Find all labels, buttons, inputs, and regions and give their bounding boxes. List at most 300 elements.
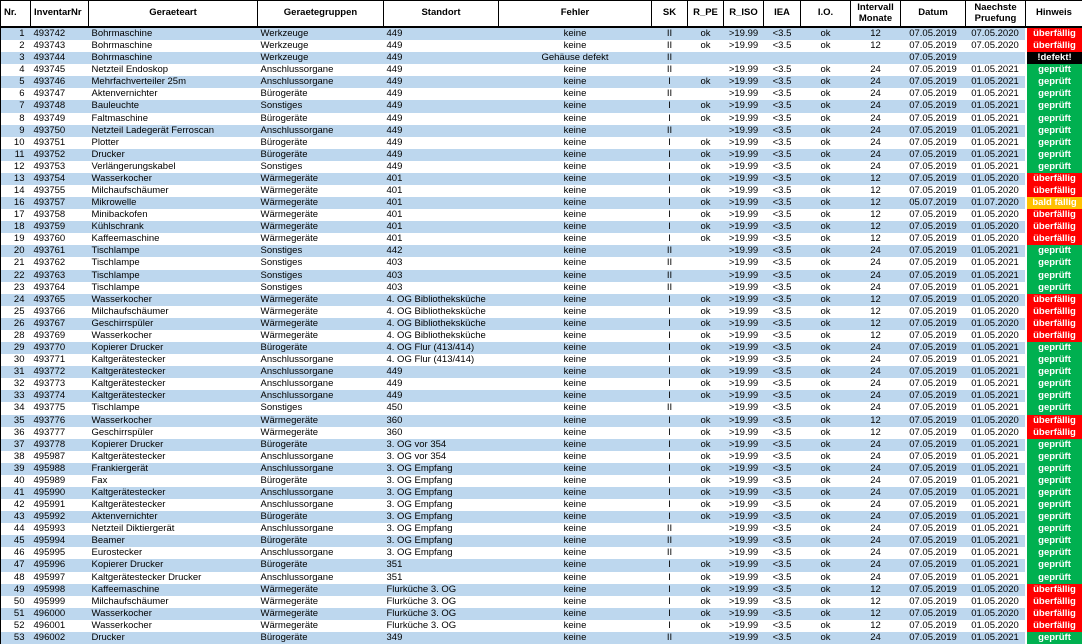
cell-art[interactable]: Drucker bbox=[89, 149, 258, 161]
cell-naechste[interactable]: 07.05.2020 bbox=[966, 27, 1026, 40]
cell-iea[interactable]: <3.5 bbox=[772, 523, 792, 535]
cell-gruppe[interactable]: Wärmegeräte bbox=[260, 233, 319, 245]
cell-io[interactable]: ok bbox=[820, 619, 831, 631]
cell-hinweis[interactable]: geprüft bbox=[1026, 76, 1082, 88]
cell-iea[interactable]: <3.5 bbox=[764, 439, 801, 451]
cell-riso[interactable]: >19.99 bbox=[728, 354, 759, 366]
cell-art[interactable]: Tischlampe bbox=[89, 270, 258, 282]
cell-iea[interactable]: <3.5 bbox=[772, 40, 792, 52]
cell-naechste[interactable]: 01.05.2020 bbox=[966, 221, 1026, 233]
cell-inventar[interactable]: 493764 bbox=[33, 281, 66, 293]
cell-datum[interactable]: 07.05.2019 bbox=[901, 52, 966, 64]
cell-iea[interactable]: <3.5 bbox=[772, 595, 792, 607]
cell-naechste[interactable]: 01.05.2021 bbox=[966, 559, 1026, 571]
cell-datum[interactable]: 07.05.2019 bbox=[901, 76, 966, 88]
cell-intervall[interactable]: 24 bbox=[851, 245, 901, 257]
cell-inventar[interactable]: 493763 bbox=[31, 270, 89, 282]
cell-nr[interactable]: 7 bbox=[1, 100, 31, 112]
cell-io[interactable]: ok bbox=[801, 632, 851, 644]
cell-riso[interactable]: >19.99 bbox=[728, 88, 759, 100]
cell-hinweis[interactable]: geprüft bbox=[1026, 378, 1082, 390]
cell-naechste[interactable]: 01.05.2021 bbox=[966, 511, 1026, 523]
cell-datum[interactable]: 07.05.2019 bbox=[909, 64, 957, 76]
cell-gruppe[interactable]: Anschlussorgane bbox=[260, 354, 334, 366]
cell-sk[interactable]: I bbox=[668, 619, 671, 631]
cell-art[interactable]: Minibackofen bbox=[91, 209, 148, 221]
cell-rpe[interactable]: ok bbox=[700, 595, 711, 607]
cell-fehler[interactable]: keine bbox=[563, 571, 587, 583]
cell-naechste[interactable]: 01.05.2021 bbox=[966, 632, 1026, 644]
cell-io[interactable]: ok bbox=[820, 450, 831, 462]
cell-standort[interactable]: 449 bbox=[384, 76, 499, 88]
cell-intervall[interactable]: 24 bbox=[851, 511, 901, 523]
cell-sk[interactable]: I bbox=[652, 511, 688, 523]
cell-rpe[interactable]: ok bbox=[700, 40, 711, 52]
cell-iea[interactable]: <3.5 bbox=[764, 632, 801, 644]
cell-io[interactable]: ok bbox=[820, 571, 831, 583]
cell-rpe[interactable]: ok bbox=[700, 354, 711, 366]
cell-rpe[interactable]: ok bbox=[700, 209, 711, 221]
cell-fehler[interactable]: keine bbox=[499, 294, 652, 306]
cell-iea[interactable]: <3.5 bbox=[764, 76, 801, 88]
cell-sk[interactable]: I bbox=[668, 499, 671, 511]
cell-iea[interactable]: <3.5 bbox=[772, 547, 792, 559]
cell-intervall[interactable]: 12 bbox=[870, 329, 881, 341]
cell-inventar[interactable]: 493777 bbox=[33, 426, 66, 438]
cell-iea[interactable]: <3.5 bbox=[772, 571, 792, 583]
cell-fehler[interactable]: keine bbox=[563, 257, 587, 269]
cell-hinweis[interactable]: überfällig bbox=[1026, 185, 1082, 197]
cell-rpe[interactable]: ok bbox=[688, 342, 724, 354]
cell-intervall[interactable]: 24 bbox=[870, 402, 881, 414]
cell-riso[interactable]: >19.99 bbox=[728, 136, 759, 148]
cell-gruppe[interactable]: Anschlussorgane bbox=[260, 547, 334, 559]
cell-riso[interactable] bbox=[724, 52, 764, 64]
cell-intervall[interactable]: 24 bbox=[851, 463, 901, 475]
cell-io[interactable]: ok bbox=[820, 209, 831, 221]
cell-iea[interactable]: <3.5 bbox=[764, 535, 801, 547]
cell-standort[interactable]: 4. OG Bibliotheksküche bbox=[384, 294, 499, 306]
cell-intervall[interactable]: 24 bbox=[851, 632, 901, 644]
cell-art[interactable]: Milchaufschäumer bbox=[91, 595, 169, 607]
cell-datum[interactable]: 07.05.2019 bbox=[909, 378, 957, 390]
cell-standort[interactable]: 449 bbox=[384, 52, 499, 64]
cell-hinweis[interactable]: geprüft bbox=[1026, 113, 1082, 125]
cell-fehler[interactable]: keine bbox=[563, 112, 587, 124]
cell-gruppe[interactable]: Wärmegeräte bbox=[260, 619, 319, 631]
cell-standort[interactable]: 401 bbox=[386, 209, 403, 221]
cell-riso[interactable]: >19.99 bbox=[728, 450, 759, 462]
cell-gruppe[interactable]: Wärmegeräte bbox=[260, 209, 319, 221]
cell-sk[interactable]: I bbox=[668, 112, 671, 124]
cell-gruppe[interactable]: Wärmegeräte bbox=[260, 305, 319, 317]
cell-naechste[interactable]: 01.05.2021 bbox=[966, 270, 1026, 282]
cell-datum[interactable]: 05.07.2019 bbox=[901, 197, 966, 209]
cell-fehler[interactable]: keine bbox=[499, 318, 652, 330]
cell-hinweis[interactable]: geprüft bbox=[1026, 161, 1082, 173]
cell-art[interactable]: Netzteil Endoskop bbox=[91, 64, 169, 76]
cell-naechste[interactable]: 01.05.2020 bbox=[966, 415, 1026, 427]
cell-iea[interactable]: <3.5 bbox=[772, 64, 792, 76]
cell-intervall[interactable]: 24 bbox=[851, 439, 901, 451]
cell-riso[interactable]: >19.99 bbox=[724, 342, 764, 354]
cell-riso[interactable]: >19.99 bbox=[724, 632, 764, 644]
cell-nr[interactable]: 29 bbox=[1, 342, 31, 354]
cell-datum[interactable]: 07.05.2019 bbox=[909, 281, 957, 293]
cell-fehler[interactable]: keine bbox=[563, 136, 587, 148]
cell-intervall[interactable]: 24 bbox=[851, 342, 901, 354]
cell-sk[interactable]: I bbox=[668, 136, 671, 148]
cell-inventar[interactable]: 493770 bbox=[31, 342, 89, 354]
cell-standort[interactable]: 403 bbox=[384, 270, 499, 282]
cell-art[interactable]: Kaltgerätestecker bbox=[89, 366, 258, 378]
cell-naechste[interactable]: 07.05.2020 bbox=[971, 40, 1019, 52]
cell-standort[interactable]: 4. OG Bibliotheksküche bbox=[386, 329, 486, 341]
cell-hinweis[interactable]: geprüft bbox=[1026, 547, 1082, 559]
cell-inventar[interactable]: 493776 bbox=[31, 415, 89, 427]
cell-intervall[interactable]: 24 bbox=[870, 136, 881, 148]
cell-naechste[interactable] bbox=[966, 52, 1026, 64]
cell-gruppe[interactable]: Anschlussorgane bbox=[260, 64, 334, 76]
cell-nr[interactable]: 1 bbox=[1, 27, 31, 40]
cell-gruppe[interactable]: Bürogeräte bbox=[258, 439, 384, 451]
cell-datum[interactable]: 07.05.2019 bbox=[901, 270, 966, 282]
cell-fehler[interactable]: keine bbox=[499, 559, 652, 571]
cell-intervall[interactable]: 24 bbox=[870, 378, 881, 390]
cell-gruppe[interactable]: Bürogeräte bbox=[260, 136, 308, 148]
cell-sk[interactable]: I bbox=[652, 318, 688, 330]
cell-iea[interactable]: <3.5 bbox=[772, 88, 792, 100]
cell-hinweis[interactable]: geprüft bbox=[1026, 149, 1082, 161]
cell-naechste[interactable]: 01.05.2021 bbox=[966, 366, 1026, 378]
cell-io[interactable] bbox=[801, 52, 851, 64]
cell-fehler[interactable]: keine bbox=[499, 221, 652, 233]
cell-art[interactable]: Milchaufschäumer bbox=[91, 185, 169, 197]
cell-intervall[interactable]: 24 bbox=[851, 270, 901, 282]
cell-nr[interactable]: 36 bbox=[13, 426, 25, 438]
cell-hinweis[interactable]: geprüft bbox=[1026, 559, 1082, 571]
cell-art[interactable]: Beamer bbox=[89, 535, 258, 547]
cell-inventar[interactable]: 495987 bbox=[33, 450, 66, 462]
cell-art[interactable]: Faltmaschine bbox=[91, 112, 148, 124]
cell-datum[interactable]: 07.05.2019 bbox=[901, 173, 966, 185]
cell-nr[interactable]: 13 bbox=[1, 173, 31, 185]
cell-nr[interactable]: 10 bbox=[13, 136, 25, 148]
cell-inventar[interactable]: 495996 bbox=[31, 559, 89, 571]
cell-art[interactable]: Kühlschrank bbox=[89, 221, 258, 233]
cell-rpe[interactable]: ok bbox=[700, 329, 711, 341]
cell-hinweis[interactable]: überfällig bbox=[1026, 427, 1082, 439]
column-header-intervall[interactable]: Intervall Monate bbox=[851, 1, 901, 28]
cell-rpe[interactable] bbox=[688, 270, 724, 282]
cell-hinweis[interactable]: geprüft bbox=[1026, 88, 1082, 100]
cell-standort[interactable]: 449 bbox=[386, 378, 403, 390]
cell-naechste[interactable]: 01.05.2021 bbox=[971, 160, 1019, 172]
cell-sk[interactable]: I bbox=[652, 342, 688, 354]
cell-nr[interactable]: 4 bbox=[19, 64, 25, 76]
cell-iea[interactable]: <3.5 bbox=[764, 173, 801, 185]
cell-iea[interactable]: <3.5 bbox=[764, 608, 801, 620]
cell-inventar[interactable]: 495993 bbox=[33, 523, 66, 535]
cell-iea[interactable]: <3.5 bbox=[764, 197, 801, 209]
cell-sk[interactable]: I bbox=[652, 366, 688, 378]
cell-iea[interactable]: <3.5 bbox=[772, 329, 792, 341]
cell-art[interactable]: Geschirrspüler bbox=[91, 426, 154, 438]
cell-intervall[interactable]: 12 bbox=[870, 185, 881, 197]
cell-fehler[interactable]: keine bbox=[499, 342, 652, 354]
cell-iea[interactable]: <3.5 bbox=[764, 463, 801, 475]
cell-standort[interactable]: 360 bbox=[384, 415, 499, 427]
cell-sk[interactable]: II bbox=[666, 547, 673, 559]
cell-art[interactable]: Tischlampe bbox=[91, 257, 140, 269]
cell-intervall[interactable]: 24 bbox=[870, 571, 881, 583]
cell-nr[interactable]: 46 bbox=[13, 547, 25, 559]
cell-nr[interactable]: 22 bbox=[1, 270, 31, 282]
cell-inventar[interactable]: 493759 bbox=[31, 221, 89, 233]
cell-rpe[interactable]: ok bbox=[688, 463, 724, 475]
cell-nr[interactable]: 50 bbox=[13, 595, 25, 607]
cell-naechste[interactable]: 01.05.2021 bbox=[966, 342, 1026, 354]
cell-nr[interactable]: 9 bbox=[1, 125, 31, 137]
cell-standort[interactable]: 3. OG Empfang bbox=[386, 523, 453, 535]
cell-fehler[interactable]: keine bbox=[499, 487, 652, 499]
cell-hinweis[interactable]: überfällig bbox=[1026, 415, 1082, 427]
cell-nr[interactable]: 41 bbox=[1, 487, 31, 499]
column-header-rpe[interactable]: R_PE bbox=[688, 1, 724, 28]
cell-intervall[interactable]: 24 bbox=[851, 125, 901, 137]
cell-nr[interactable]: 30 bbox=[13, 354, 25, 366]
cell-rpe[interactable]: ok bbox=[688, 559, 724, 571]
cell-datum[interactable]: 07.05.2019 bbox=[909, 160, 957, 172]
cell-art[interactable]: Wasserkocher bbox=[89, 608, 258, 620]
cell-io[interactable]: ok bbox=[801, 27, 851, 40]
cell-datum[interactable]: 07.05.2019 bbox=[901, 463, 966, 475]
cell-datum[interactable]: 07.05.2019 bbox=[901, 100, 966, 112]
cell-naechste[interactable]: 01.05.2020 bbox=[971, 329, 1019, 341]
cell-datum[interactable]: 07.05.2019 bbox=[909, 257, 957, 269]
cell-naechste[interactable]: 01.05.2020 bbox=[971, 426, 1019, 438]
cell-rpe[interactable]: ok bbox=[700, 112, 711, 124]
cell-datum[interactable]: 07.05.2019 bbox=[909, 305, 957, 317]
cell-fehler[interactable]: keine bbox=[563, 402, 587, 414]
cell-standort[interactable]: 401 bbox=[386, 233, 403, 245]
cell-art[interactable]: Kaffeemaschine bbox=[91, 233, 160, 245]
cell-gruppe[interactable]: Wärmegeräte bbox=[258, 415, 384, 427]
cell-standort[interactable]: 401 bbox=[386, 185, 403, 197]
cell-sk[interactable]: I bbox=[668, 426, 671, 438]
column-header-nr[interactable]: Nr. bbox=[1, 1, 31, 28]
cell-inventar[interactable]: 493748 bbox=[31, 100, 89, 112]
cell-intervall[interactable]: 24 bbox=[870, 160, 881, 172]
cell-io[interactable]: ok bbox=[820, 523, 831, 535]
cell-io[interactable]: ok bbox=[801, 390, 851, 402]
cell-io[interactable]: ok bbox=[801, 270, 851, 282]
cell-hinweis[interactable]: überfällig bbox=[1026, 221, 1082, 233]
cell-datum[interactable]: 07.05.2019 bbox=[909, 426, 957, 438]
cell-iea[interactable]: <3.5 bbox=[764, 366, 801, 378]
cell-riso[interactable]: >19.99 bbox=[728, 233, 759, 245]
cell-intervall[interactable]: 24 bbox=[851, 559, 901, 571]
cell-nr[interactable]: 47 bbox=[1, 559, 31, 571]
cell-riso[interactable]: >19.99 bbox=[724, 270, 764, 282]
cell-standort[interactable]: 449 bbox=[386, 88, 403, 100]
cell-fehler[interactable]: keine bbox=[563, 450, 587, 462]
cell-inventar[interactable]: 493769 bbox=[33, 329, 66, 341]
cell-hinweis[interactable]: geprüft bbox=[1026, 487, 1082, 499]
cell-nr[interactable]: 53 bbox=[1, 632, 31, 644]
cell-hinweis[interactable]: geprüft bbox=[1026, 282, 1082, 294]
cell-gruppe[interactable]: Bürogeräte bbox=[260, 474, 308, 486]
cell-naechste[interactable]: 01.05.2021 bbox=[966, 439, 1026, 451]
cell-rpe[interactable]: ok bbox=[688, 366, 724, 378]
cell-riso[interactable]: >19.99 bbox=[728, 281, 759, 293]
cell-datum[interactable]: 07.05.2019 bbox=[901, 584, 966, 596]
cell-nr[interactable]: 5 bbox=[1, 76, 31, 88]
cell-standort[interactable]: 449 bbox=[384, 100, 499, 112]
cell-naechste[interactable]: 01.05.2020 bbox=[971, 305, 1019, 317]
cell-gruppe[interactable]: Wärmegeräte bbox=[258, 608, 384, 620]
cell-riso[interactable]: >19.99 bbox=[724, 511, 764, 523]
cell-gruppe[interactable]: Bürogeräte bbox=[258, 511, 384, 523]
cell-rpe[interactable]: ok bbox=[688, 415, 724, 427]
cell-sk[interactable]: I bbox=[652, 390, 688, 402]
cell-inventar[interactable]: 493754 bbox=[31, 173, 89, 185]
cell-art[interactable]: Wasserkocher bbox=[91, 619, 152, 631]
cell-naechste[interactable]: 01.05.2021 bbox=[966, 100, 1026, 112]
cell-naechste[interactable]: 01.05.2021 bbox=[971, 281, 1019, 293]
cell-gruppe[interactable]: Bürogeräte bbox=[260, 88, 308, 100]
cell-datum[interactable]: 07.05.2019 bbox=[909, 112, 957, 124]
cell-nr[interactable]: 23 bbox=[13, 281, 25, 293]
cell-rpe[interactable] bbox=[688, 523, 724, 535]
cell-intervall[interactable]: 24 bbox=[870, 88, 881, 100]
cell-datum[interactable]: 07.05.2019 bbox=[901, 318, 966, 330]
cell-hinweis[interactable]: überfällig bbox=[1026, 596, 1082, 608]
cell-inventar[interactable]: 495991 bbox=[33, 499, 66, 511]
cell-naechste[interactable]: 01.05.2020 bbox=[966, 608, 1026, 620]
cell-sk[interactable]: II bbox=[666, 281, 673, 293]
cell-hinweis[interactable]: geprüft bbox=[1026, 245, 1082, 257]
cell-standort[interactable]: 3. OG Empfang bbox=[386, 547, 453, 559]
cell-io[interactable]: ok bbox=[801, 100, 851, 112]
cell-nr[interactable]: 35 bbox=[1, 415, 31, 427]
cell-hinweis[interactable]: geprüft bbox=[1026, 354, 1082, 366]
cell-rpe[interactable] bbox=[688, 547, 724, 559]
cell-hinweis[interactable]: überfällig bbox=[1026, 318, 1082, 330]
cell-rpe[interactable] bbox=[688, 64, 724, 76]
cell-standort[interactable]: 449 bbox=[384, 125, 499, 137]
cell-gruppe[interactable]: Sonstiges bbox=[258, 270, 384, 282]
cell-io[interactable]: ok bbox=[801, 608, 851, 620]
cell-standort[interactable]: 351 bbox=[384, 559, 499, 571]
cell-datum[interactable]: 07.05.2019 bbox=[901, 366, 966, 378]
cell-inventar[interactable]: 495994 bbox=[31, 535, 89, 547]
cell-inventar[interactable]: 495995 bbox=[33, 547, 66, 559]
cell-standort[interactable]: 401 bbox=[384, 197, 499, 209]
cell-io[interactable]: ok bbox=[820, 354, 831, 366]
cell-gruppe[interactable]: Anschlussorgane bbox=[258, 125, 384, 137]
cell-intervall[interactable] bbox=[851, 52, 901, 64]
cell-naechste[interactable]: 01.05.2021 bbox=[971, 523, 1019, 535]
column-header-iea[interactable]: IEA bbox=[764, 1, 801, 28]
cell-intervall[interactable]: 12 bbox=[851, 27, 901, 40]
cell-hinweis[interactable]: geprüft bbox=[1026, 366, 1082, 378]
cell-art[interactable]: Kopierer Drucker bbox=[89, 559, 258, 571]
cell-fehler[interactable]: keine bbox=[563, 619, 587, 631]
cell-io[interactable]: ok bbox=[820, 547, 831, 559]
cell-nr[interactable]: 25 bbox=[13, 305, 25, 317]
cell-standort[interactable]: 3. OG vor 354 bbox=[384, 439, 499, 451]
cell-intervall[interactable]: 12 bbox=[870, 426, 881, 438]
cell-standort[interactable]: 449 bbox=[386, 112, 403, 124]
cell-fehler[interactable]: keine bbox=[563, 523, 587, 535]
cell-rpe[interactable] bbox=[688, 632, 724, 644]
cell-sk[interactable]: I bbox=[668, 595, 671, 607]
cell-datum[interactable]: 07.05.2019 bbox=[901, 608, 966, 620]
cell-naechste[interactable]: 01.05.2021 bbox=[971, 547, 1019, 559]
cell-iea[interactable] bbox=[764, 52, 801, 64]
cell-fehler[interactable]: keine bbox=[563, 88, 587, 100]
cell-hinweis[interactable]: geprüft bbox=[1026, 451, 1082, 463]
cell-sk[interactable]: I bbox=[668, 305, 671, 317]
cell-riso[interactable]: >19.99 bbox=[724, 415, 764, 427]
cell-naechste[interactable]: 01.05.2020 bbox=[966, 173, 1026, 185]
cell-rpe[interactable]: ok bbox=[700, 136, 711, 148]
cell-inventar[interactable]: 493778 bbox=[31, 439, 89, 451]
cell-fehler[interactable]: Gehäuse defekt bbox=[499, 52, 652, 64]
column-header-io[interactable]: I.O. bbox=[801, 1, 851, 28]
cell-standort[interactable]: 4. OG Flur (413/414) bbox=[386, 354, 475, 366]
cell-io[interactable]: ok bbox=[820, 595, 831, 607]
cell-iea[interactable]: <3.5 bbox=[772, 426, 792, 438]
cell-riso[interactable]: >19.99 bbox=[724, 390, 764, 402]
cell-riso[interactable]: >19.99 bbox=[728, 329, 759, 341]
cell-riso[interactable]: >19.99 bbox=[728, 160, 759, 172]
cell-hinweis[interactable]: geprüft bbox=[1026, 475, 1082, 487]
cell-nr[interactable]: 34 bbox=[13, 402, 25, 414]
cell-riso[interactable]: >19.99 bbox=[724, 245, 764, 257]
cell-fehler[interactable]: keine bbox=[563, 40, 587, 52]
cell-gruppe[interactable]: Werkzeuge bbox=[258, 27, 384, 40]
cell-art[interactable]: Tischlampe bbox=[91, 281, 140, 293]
cell-rpe[interactable]: ok bbox=[700, 426, 711, 438]
cell-naechste[interactable]: 01.05.2021 bbox=[971, 571, 1019, 583]
cell-nr[interactable]: 43 bbox=[1, 511, 31, 523]
cell-hinweis[interactable]: geprüft bbox=[1026, 137, 1082, 149]
cell-intervall[interactable]: 24 bbox=[870, 257, 881, 269]
cell-io[interactable]: ok bbox=[820, 88, 831, 100]
cell-inventar[interactable]: 493772 bbox=[31, 366, 89, 378]
cell-sk[interactable]: II bbox=[652, 245, 688, 257]
cell-io[interactable]: ok bbox=[801, 125, 851, 137]
cell-sk[interactable]: II bbox=[666, 64, 673, 76]
cell-sk[interactable]: I bbox=[668, 378, 671, 390]
cell-standort[interactable]: 349 bbox=[384, 632, 499, 644]
cell-fehler[interactable]: keine bbox=[499, 390, 652, 402]
cell-hinweis[interactable]: geprüft bbox=[1026, 535, 1082, 547]
cell-sk[interactable]: I bbox=[652, 221, 688, 233]
cell-art[interactable]: Kaltgerätestecker bbox=[91, 499, 166, 511]
cell-gruppe[interactable]: Sonstiges bbox=[258, 100, 384, 112]
cell-rpe[interactable]: ok bbox=[688, 173, 724, 185]
cell-rpe[interactable]: ok bbox=[700, 160, 711, 172]
column-header-standort[interactable]: Standort bbox=[384, 1, 499, 28]
cell-intervall[interactable]: 24 bbox=[851, 149, 901, 161]
cell-standort[interactable]: 3. OG Empfang bbox=[384, 511, 499, 523]
cell-sk[interactable]: I bbox=[652, 149, 688, 161]
cell-inventar[interactable]: 493762 bbox=[33, 257, 66, 269]
cell-datum[interactable]: 07.05.2019 bbox=[909, 88, 957, 100]
